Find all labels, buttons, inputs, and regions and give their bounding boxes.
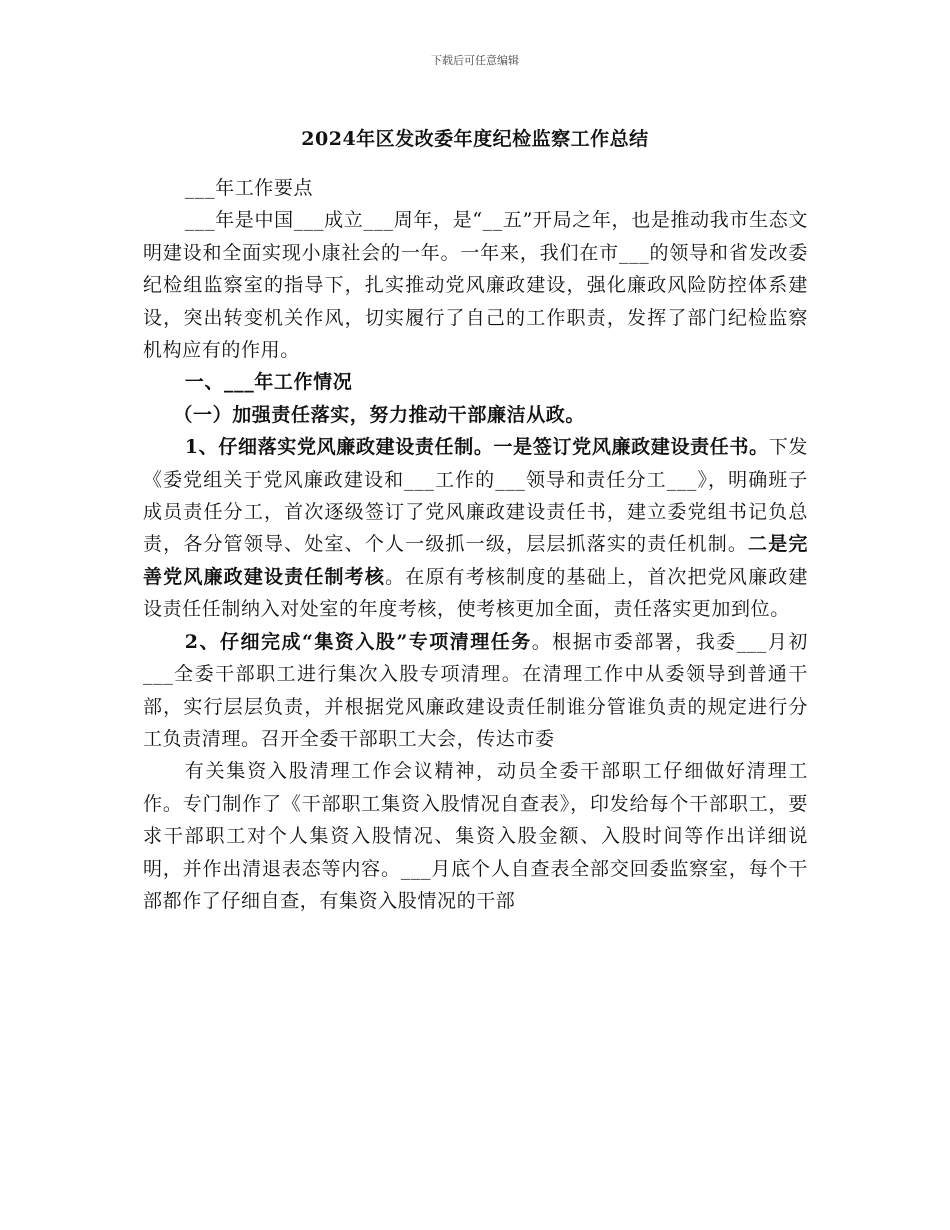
paragraph-investment-cleanup — [143, 626, 808, 756]
paragraph-responsibility — [143, 431, 808, 625]
paragraph-investment-text: 。根据市委部署，我委___月初___全委干部职工进行集次入股专项清理。在清理工作中从委领导到普通干部，实行层层负责，并根据党风廉政建设责任制谁分管谁负责的规定进行分工负责清理。召开全委干部职工大会，传达市委 — [143, 630, 808, 750]
paragraph-investment-continued: 有关集资入股清理工作会议精神，动员全委干部职工仔细做好清理工作。专门制作了《干部职工集资入股情况自查表》，印发给每个干部职工，要求干部职工对个人集资入股情况、集资入股金额、入股时间等作出详细说明，并作出清退表态等内容。___月底个人自查表全部交回委监察室，每个干部都作了仔细自查，有集资入股情况的干部 — [143, 760, 808, 912]
subsection-heading: （一）加强责任落实，努力推动干部廉洁从政。 — [173, 403, 585, 426]
section-heading: 一、___年工作情况 — [184, 371, 353, 394]
paragraph-responsibility-text2: 。在原有考核制度的基础上，首次把党风廉政建设责任任制纳入对处室的年度考核，使考核更加全面，责任落实更加到位。 — [143, 565, 808, 621]
paragraph-work-points: ___年工作要点 — [184, 177, 314, 199]
paragraph-responsibility-lead: 1、仔细落实党风廉政建设责任制。一是签订党风廉政建设责任书。 — [184, 436, 769, 459]
document-title: 2024年区发改委年度纪检监察工作总结 — [301, 128, 649, 150]
paragraph-investment-lead: 2、仔细完成“集资入股”专项清理任务 — [184, 630, 532, 653]
paragraph-responsibility-text1: 下发《委党组关于党风廉政建设和___工作的___领导和责任分工___》，明确班子成员责任分工，首次逐级签订了党风廉政建设责任书，建立委党组书记负总责，各分管领导、处室、个人一级抓一级，层层抓落实的责任机制。 — [143, 436, 808, 556]
paragraph-intro: ___年是中国___成立___周年，是“__五”开局之年，也是推动我市生态文明建设和全面实现小康社会的一年。一年来，我们在市___的领导和省发改委纪检组监察室的指导下，扎实推动党风廉政建设，强化廉政风险防控体系建设，突出转变机关作风，切实履行了自己的工作职责，发挥了部门纪检监察机构应有的作用。 — [143, 209, 808, 362]
header-note: 下载后可任意编辑 — [431, 54, 519, 67]
document-body — [143, 172, 808, 917]
paragraph-responsibility-bold2: 二是完善党风廉政建设责任制考核 — [143, 533, 808, 588]
